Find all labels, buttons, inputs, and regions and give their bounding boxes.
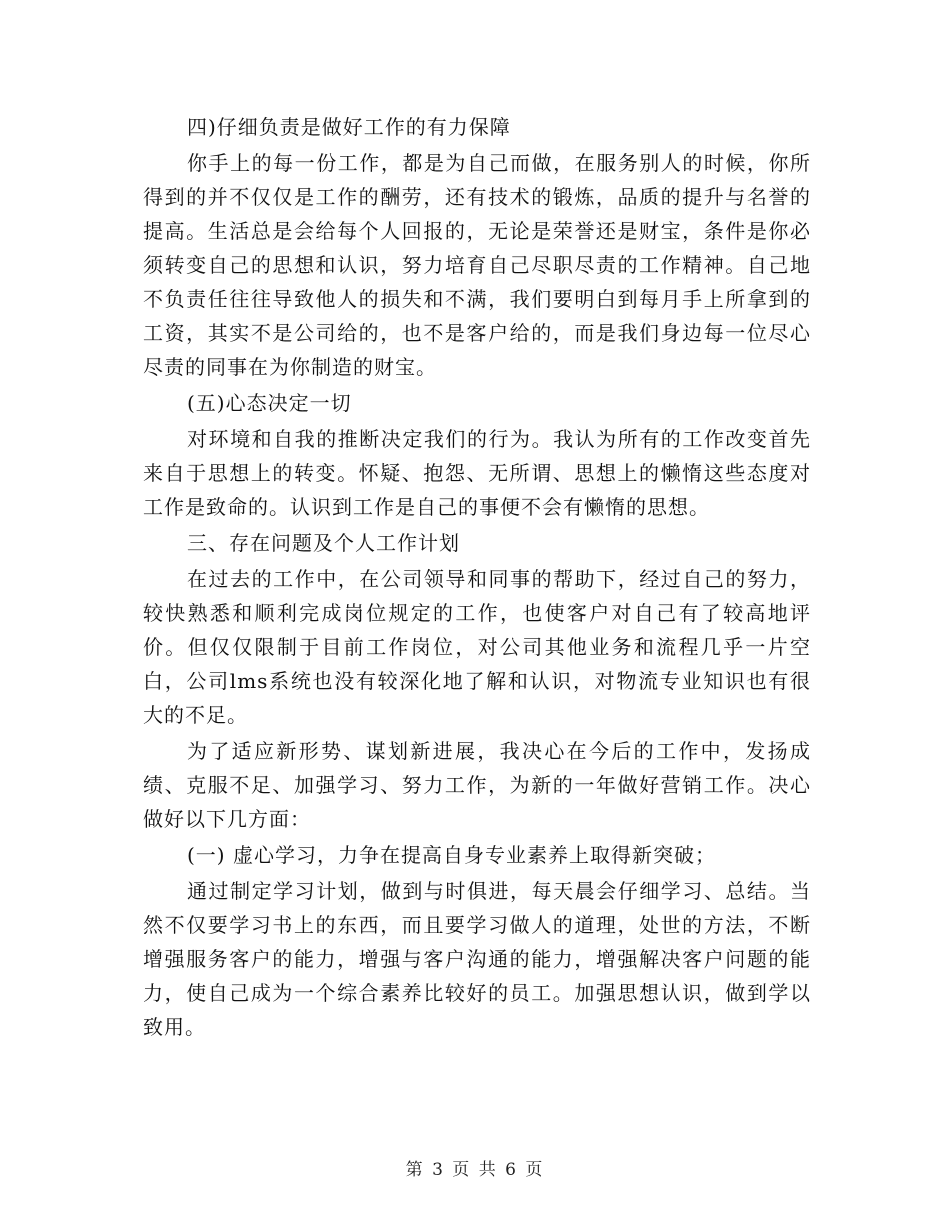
section-heading-4: 四)仔细负责是做好工作的有力保障 [187,115,511,139]
document-body [143,110,811,1046]
page-number: 第 3 页 共 6 页 [405,1160,545,1180]
section-heading-3: 三、存在问题及个人工作计划 [187,531,460,555]
paragraph: 对环境和自我的推断决定我们的行为。我认为所有的工作改变首先来自于思想上的转变。怀疑、抱怨、无所谓、思想上的懒惰这些态度对工作是致命的。认识到工作是自己的事便不会有懒惰的思想。 [143,427,811,519]
section-heading-5: (五)心态决定一切 [187,391,352,415]
subsection-heading-1: (一) 虚心学习，力争在提高自身专业素养上取得新突破； [187,843,716,867]
paragraph: 在过去的工作中，在公司领导和同事的帮助下，经过自己的努力，较快熟悉和顺利完成岗位规定的工作，也使客户对自己有了较高地评价。但仅仅限制于目前工作岗位，对公司其他业务和流程几乎一片空白，公司lms系统也没有较深化地了解和认识，对物流专业知识也有很大的不足。 [143,567,811,727]
paragraph: 通过制定学习计划，做到与时俱进，每天晨会仔细学习、总结。当然不仅要学习书上的东西，而且要学习做人的道理，处世的方法，不断增强服务客户的能力，增强与客户沟通的能力，增强解决客户问题的能力，使自己成为一个综合素养比较好的员工。加强思想认识，做到学以致用。 [143,879,811,1039]
paragraph: 你手上的每一份工作，都是为自己而做，在服务别人的时候，你所得到的并不仅仅是工作的酬劳，还有技术的锻炼，品质的提升与名誉的提高。生活总是会给每个人回报的，无论是荣誉还是财宝，条件是你必须转变自己的思想和认识，努力培育自己尽职尽责的工作精神。自己地不负责任往往导致他人的损失和不满，我们要明白到每月手上所拿到的工资，其实不是公司给的，也不是客户给的，而是我们身边每一位尽心尽责的同事在为你制造的财宝。 [143,151,811,379]
paragraph: 为了适应新形势、谋划新进展，我决心在今后的工作中，发扬成绩、克服不足、加强学习、努力工作，为新的一年做好营销工作。决心做好以下几方面： [143,739,811,831]
